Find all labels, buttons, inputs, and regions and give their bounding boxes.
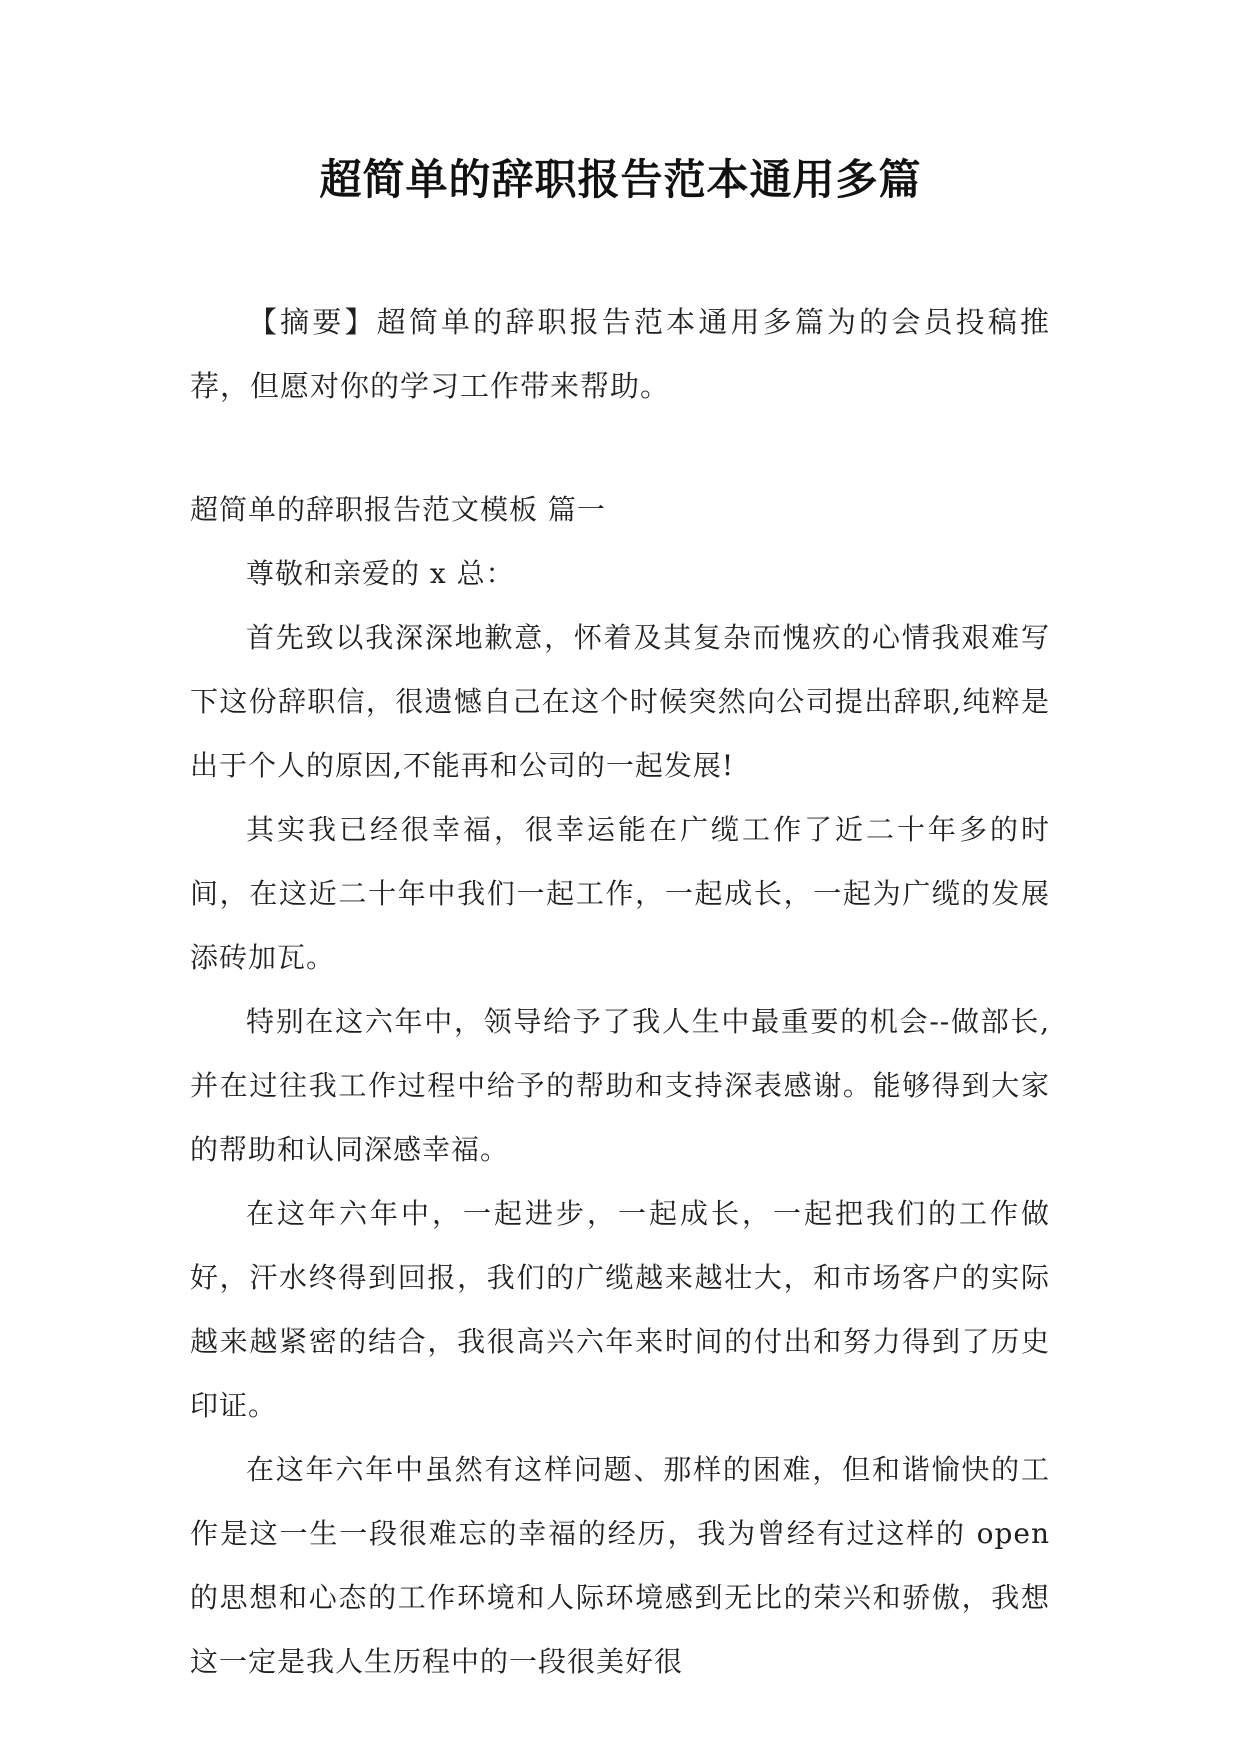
document-body [190, 290, 1050, 1694]
body-paragraph-4: 在这年六年中，一起进步，一起成长，一起把我们的工作做好，汗水终得到回报，我们的广缆越来越壮大，和市场客户的实际越来越紧密的结合，我很高兴六年来时间的付出和努力得到了历史印证。 [190, 1197, 1050, 1422]
body-paragraph-2: 其实我已经很幸福，很幸运能在广缆工作了近二十年多的时间，在这近二十年中我们一起工作，一起成长，一起为广缆的发展添砖加瓦。 [190, 813, 1050, 974]
abstract-paragraph: 【摘要】超简单的辞职报告范本通用多篇为的会员投稿推荐，但愿对你的学习工作带来帮助。 [190, 305, 1050, 403]
greeting-line: 尊敬和亲爱的 x 总： [246, 557, 515, 590]
body-paragraph-1: 首先致以我深深地歉意，怀着及其复杂而愧疚的心情我艰难写下这份辞职信，很遗憾自己在这个时候突然向公司提出辞职,纯粹是出于个人的原因,不能再和公司的一起发展! [190, 621, 1050, 782]
document-title: 超简单的辞职报告范本通用多篇 [319, 155, 922, 204]
section-heading: 超简单的辞职报告范文模板 篇一 [190, 493, 606, 526]
body-paragraph-5: 在这年六年中虽然有这样问题、那样的困难，但和谐愉快的工作是这一生一段很难忘的幸福的经历，我为曾经有过这样的 open 的思想和心态的工作环境和人际环境感到无比的荣兴和骄傲，我想这一定是我人生历程中的一段很美好很 [190, 1453, 1050, 1678]
body-paragraph-3: 特别在这六年中，领导给予了我人生中最重要的机会--做部长,并在过往我工作过程中给予的帮助和支持深表感谢。能够得到大家的帮助和认同深感幸福。 [190, 1005, 1050, 1166]
